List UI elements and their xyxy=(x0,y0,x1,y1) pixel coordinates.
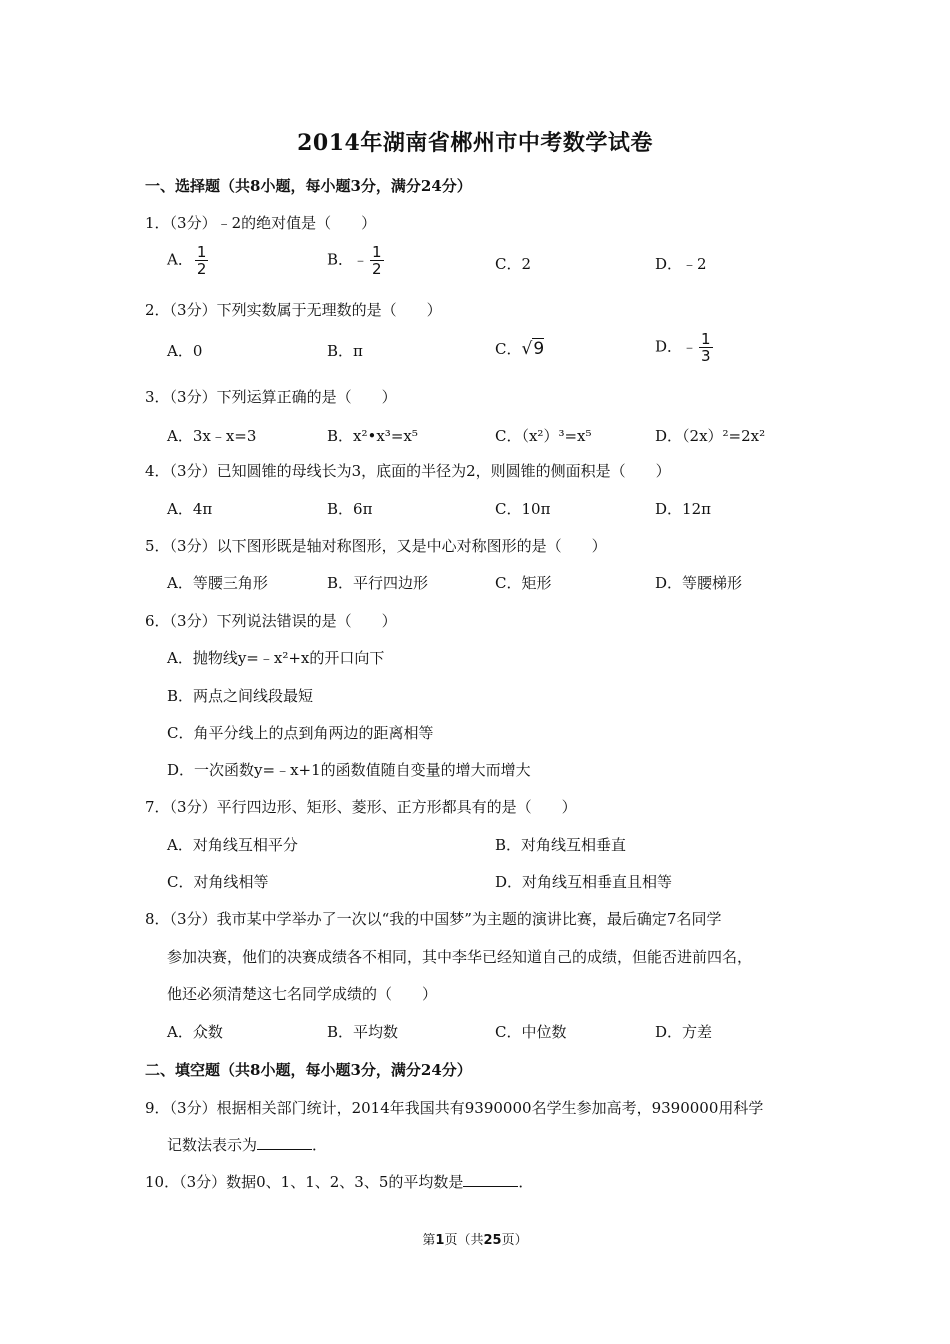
question-9-line-1: 9．（3分）根据相关部门统计，2014年我国共有9390000名学生参加高考，9390000用科学 xyxy=(145,1099,764,1117)
q4-option-b: B．6π xyxy=(327,500,373,518)
q8-option-d: D．方差 xyxy=(655,1023,713,1041)
q1-option-a: A． $\frac{1}{2}$ xyxy=(167,243,207,278)
q6-option-b: B．两点之间线段最短 xyxy=(167,687,314,705)
question-5: 5．（3分）以下图形既是轴对称图形，又是中心对称图形的是（ ） xyxy=(145,537,607,555)
section-heading-choice: 一、选择题（共8小题，每小题3分，满分24分） xyxy=(145,177,472,195)
question-6: 6．（3分）下列说法错误的是（ ） xyxy=(145,612,397,630)
q4-option-c: C．10π xyxy=(495,500,551,518)
question-3: 3．（3分）下列运算正确的是（ ） xyxy=(145,388,397,406)
fraction: $\frac{1}{2}$ xyxy=(196,243,207,278)
q2-option-c: C．√9 xyxy=(495,339,545,359)
q6-option-c: C．角平分线上的点到角两边的距离相等 xyxy=(167,724,434,742)
sqrt-symbol: √9 xyxy=(521,339,545,359)
question-9-line-2: 记数法表示为 ． xyxy=(167,1136,328,1154)
q4-option-d: D．12π xyxy=(655,500,711,518)
answer-blank[interactable] xyxy=(463,1172,518,1187)
question-8-line-2: 参加决赛，他们的决赛成绩各不相同，其中李华已经知道自己的成绩，但能否进前四名， xyxy=(167,948,753,966)
q8-option-b: B．平均数 xyxy=(327,1023,399,1041)
fraction: $\frac{1}{2}$ xyxy=(372,243,382,278)
q7-option-a: A．对角线互相平分 xyxy=(167,836,298,854)
q8-option-c: C．中位数 xyxy=(495,1023,567,1041)
question-8-line-3: 他还必须清楚这七名同学成绩的（ ） xyxy=(167,985,438,1003)
q1-option-d: D．﹣2 xyxy=(655,255,707,273)
question-8-line-1: 8．（3分）我市某中学举办了一次以“我的中国梦”为主题的演讲比赛，最后确定7名同学 xyxy=(145,910,722,928)
q2-option-d: D．﹣ $\frac{1}{3}$ xyxy=(655,330,711,365)
q5-option-d: D．等腰梯形 xyxy=(655,574,743,592)
question-1: 1．（3分）﹣2的绝对值是（ ） xyxy=(145,214,377,232)
q6-option-a: A．抛物线y=﹣x²+x的开口向下 xyxy=(167,649,385,667)
q3-option-b: B．x²•x³=x⁵ xyxy=(327,427,418,445)
q8-option-a: A．众数 xyxy=(167,1023,223,1041)
q2-option-b: B．π xyxy=(327,342,363,360)
fraction: $\frac{1}{3}$ xyxy=(701,330,711,365)
page-title: 2014年湖南省郴州市中考数学试卷 xyxy=(297,130,653,156)
answer-blank[interactable] xyxy=(257,1135,312,1150)
q7-option-b: B．对角线互相垂直 xyxy=(495,836,627,854)
q1-option-c: C．2 xyxy=(495,255,532,273)
question-2: 2．（3分）下列实数属于无理数的是（ ） xyxy=(145,301,442,319)
question-10: 10．（3分）数据0、1、1、2、3、5的平均数是 ． xyxy=(145,1173,534,1191)
q3-option-d: D．（2x）²=2x² xyxy=(655,427,766,445)
q5-option-b: B．平行四边形 xyxy=(327,574,429,592)
section-heading-fill: 二、填空题（共8小题，每小题3分，满分24分） xyxy=(145,1061,472,1079)
q5-option-a: A．等腰三角形 xyxy=(167,574,268,592)
q5-option-c: C．矩形 xyxy=(495,574,552,592)
total-pages: 25 xyxy=(483,1233,502,1248)
q7-option-c: C．对角线相等 xyxy=(167,873,269,891)
page-number: 1 xyxy=(435,1233,445,1248)
q4-option-a: A．4π xyxy=(167,500,213,518)
q3-option-c: C．（x²）³=x⁵ xyxy=(495,427,592,445)
q7-option-d: D．对角线互相垂直且相等 xyxy=(495,873,673,891)
q3-option-a: A．3x﹣x=3 xyxy=(167,427,257,445)
page-footer: 第1页（共25页） xyxy=(422,1233,528,1248)
q2-option-a: A．0 xyxy=(167,342,203,360)
question-4: 4．（3分）已知圆锥的母线长为3，底面的半径为2，则圆锥的侧面积是（ ） xyxy=(145,462,671,480)
question-7: 7．（3分）平行四边形、矩形、菱形、正方形都具有的是（ ） xyxy=(145,798,577,816)
q1-option-b: B．﹣ $\frac{1}{2}$ xyxy=(327,243,382,278)
q6-option-d: D．一次函数y=﹣x+1的函数值随自变量的增大而增大 xyxy=(167,761,531,779)
